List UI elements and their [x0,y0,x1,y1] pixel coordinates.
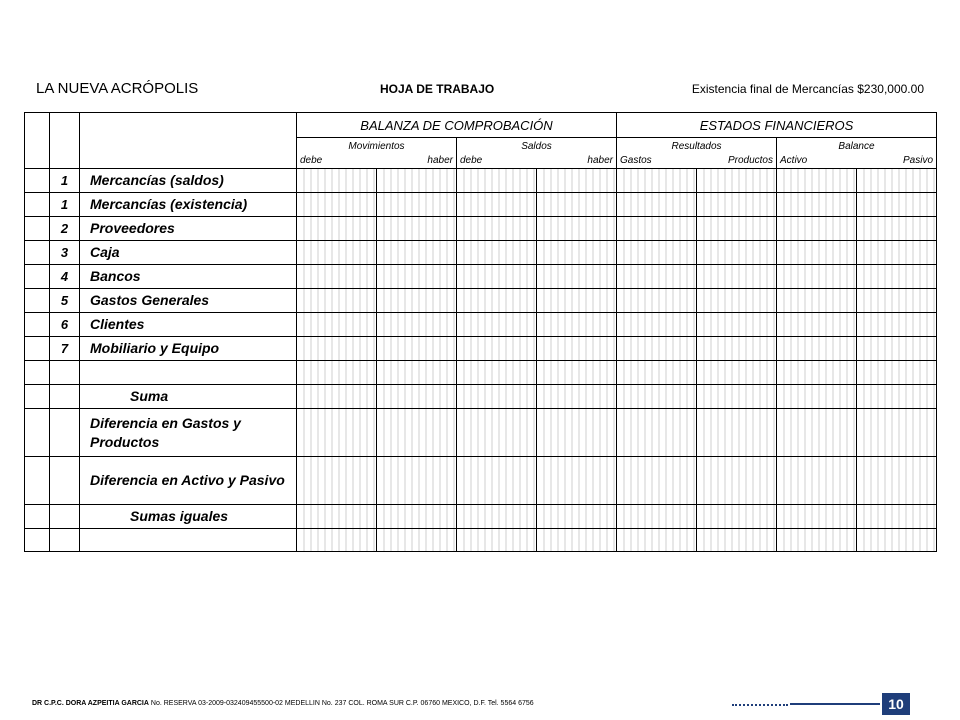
subheader-left: Activo [780,155,808,166]
table-row [25,385,937,409]
amount-cell[interactable] [377,169,457,193]
subheader-right: Productos [727,155,773,166]
balanza-header: BALANZA DE COMPROBACIÓN [297,113,617,138]
row-margin-cell [25,409,50,457]
estados-header: ESTADOS FINANCIEROS [617,113,937,138]
amount-cell[interactable] [297,457,377,505]
account-number: 2 [50,217,80,241]
amount-cell[interactable] [857,169,937,193]
account-concept: Caja [80,241,297,265]
amount-cell[interactable] [537,385,617,409]
row-margin-cell [25,385,50,409]
table-row [25,361,937,385]
amount-cell[interactable] [777,289,857,313]
amount-cell[interactable] [777,241,857,265]
amount-cell[interactable] [697,241,777,265]
subheader-title: Movimientos [348,141,405,152]
account-concept: Mobiliario y Equipo [80,337,297,361]
subheader-right: Pasivo [902,155,933,166]
amount-cell[interactable] [297,505,377,529]
amount-cell[interactable] [697,313,777,337]
amount-cell[interactable] [457,337,537,361]
account-number: 6 [50,313,80,337]
table-row [25,457,937,505]
amount-cell[interactable] [697,385,777,409]
amount-cell[interactable] [777,457,857,505]
worksheet-table [24,112,937,552]
amount-cell[interactable] [697,193,777,217]
amount-cell[interactable] [617,217,697,241]
subheader-title: Resultados [671,141,722,152]
account-number [50,505,80,529]
amount-cell[interactable] [457,409,537,457]
amount-cell[interactable] [457,193,537,217]
amount-cell[interactable] [697,457,777,505]
amount-cell[interactable] [697,217,777,241]
amount-cell[interactable] [297,217,377,241]
amount-cell[interactable] [297,241,377,265]
amount-cell[interactable] [537,457,617,505]
amount-cell[interactable] [697,529,777,552]
row-margin-cell [25,217,50,241]
amount-cell[interactable] [377,289,457,313]
account-concept: Bancos [80,265,297,289]
amount-cell[interactable] [457,361,537,385]
amount-cell[interactable] [297,193,377,217]
amount-cell[interactable] [617,337,697,361]
subheader-right: haber [427,155,453,166]
header-blank-a [25,113,50,169]
subheader-title: Balance [838,141,875,152]
account-number: 5 [50,289,80,313]
amount-cell[interactable] [777,409,857,457]
account-number: 1 [50,193,80,217]
amount-cell[interactable] [297,409,377,457]
amount-cell[interactable] [377,409,457,457]
subheader-right: haber [587,155,613,166]
subheader-left: Gastos [620,155,652,166]
amount-cell[interactable] [857,385,937,409]
amount-cell[interactable] [297,289,377,313]
amount-cell[interactable] [297,529,377,552]
amount-cell[interactable] [777,529,857,552]
amount-cell[interactable] [697,409,777,457]
account-number [50,529,80,552]
amount-cell[interactable] [697,361,777,385]
subheader-3 [777,138,937,169]
amount-cell[interactable] [537,361,617,385]
row-margin-cell [25,505,50,529]
amount-cell[interactable] [857,265,937,289]
inventory-note: Existencia final de Mercancías $230,000.00 [691,82,924,96]
header-row-groups [25,113,937,138]
account-concept: Sumas iguales [80,505,297,529]
amount-cell[interactable] [537,337,617,361]
amount-cell[interactable] [617,409,697,457]
amount-cell[interactable] [777,265,857,289]
footer-text [32,700,534,707]
amount-cell[interactable] [537,265,617,289]
row-margin-cell [25,337,50,361]
amount-cell[interactable] [377,193,457,217]
amount-cell[interactable] [297,361,377,385]
subheader-2 [617,138,777,169]
amount-cell[interactable] [297,337,377,361]
amount-cell[interactable] [697,505,777,529]
table-row [25,289,937,313]
subheader-title: Saldos [521,141,552,152]
account-concept: Clientes [80,313,297,337]
amount-cell[interactable] [377,385,457,409]
account-number [50,361,80,385]
account-concept [80,529,297,552]
amount-cell[interactable] [297,313,377,337]
amount-cell[interactable] [617,289,697,313]
amount-cell[interactable] [377,505,457,529]
amount-cell[interactable] [297,265,377,289]
amount-cell[interactable] [457,169,537,193]
row-margin-cell [25,289,50,313]
account-number [50,409,80,457]
amount-cell[interactable] [697,265,777,289]
footer-author: DR C.P.C. DORA AZPEITIA GARCIA [32,700,149,707]
subheader-0 [297,138,457,169]
table-row [25,409,937,457]
amount-cell[interactable] [537,169,617,193]
row-margin-cell [25,241,50,265]
amount-cell[interactable] [777,217,857,241]
row-margin-cell [25,529,50,552]
account-number: 3 [50,241,80,265]
amount-cell[interactable] [377,265,457,289]
amount-cell[interactable] [537,289,617,313]
amount-cell[interactable] [297,169,377,193]
table-row [25,217,937,241]
amount-cell[interactable] [617,457,697,505]
account-concept: Mercancías (saldos) [80,169,297,193]
account-number: 7 [50,337,80,361]
account-concept: Gastos Generales [80,289,297,313]
amount-cell[interactable] [857,457,937,505]
amount-cell[interactable] [457,385,537,409]
amount-cell[interactable] [457,241,537,265]
document-title: HOJA DE TRABAJO [380,82,495,96]
footer-solid-line [790,703,880,705]
amount-cell[interactable] [617,193,697,217]
amount-cell[interactable] [377,457,457,505]
account-concept: Suma [80,385,297,409]
amount-cell[interactable] [857,409,937,457]
amount-cell[interactable] [457,529,537,552]
amount-cell[interactable] [857,217,937,241]
amount-cell[interactable] [857,505,937,529]
row-margin-cell [25,193,50,217]
amount-cell[interactable] [857,289,937,313]
amount-cell[interactable] [377,337,457,361]
table-row [25,241,937,265]
amount-cell[interactable] [537,529,617,552]
amount-cell[interactable] [537,313,617,337]
row-margin-cell [25,361,50,385]
amount-cell[interactable] [617,265,697,289]
account-concept: Diferencia en Activo y Pasivo [80,457,297,505]
amount-cell[interactable] [377,217,457,241]
amount-cell[interactable] [777,337,857,361]
amount-cell[interactable] [537,193,617,217]
amount-cell[interactable] [457,217,537,241]
amount-cell[interactable] [697,169,777,193]
amount-cell[interactable] [777,313,857,337]
table-row [25,193,937,217]
amount-cell[interactable] [777,169,857,193]
amount-cell[interactable] [777,193,857,217]
amount-cell[interactable] [617,241,697,265]
table-row [25,337,937,361]
amount-cell[interactable] [617,529,697,552]
row-margin-cell [25,265,50,289]
amount-cell[interactable] [777,361,857,385]
amount-cell[interactable] [537,217,617,241]
subheader-1 [457,138,617,169]
table-row [25,529,937,552]
amount-cell[interactable] [457,265,537,289]
footer-dotted-line [732,704,788,706]
amount-cell[interactable] [857,193,937,217]
amount-cell[interactable] [857,529,937,552]
row-margin-cell [25,169,50,193]
table-row [25,313,937,337]
account-number [50,385,80,409]
amount-cell[interactable] [697,289,777,313]
subheader-left: debe [300,155,323,166]
account-number: 1 [50,169,80,193]
account-concept: Proveedores [80,217,297,241]
company-name: LA NUEVA ACRÓPOLIS [36,80,199,97]
account-number [50,457,80,505]
amount-cell[interactable] [377,529,457,552]
amount-cell[interactable] [457,457,537,505]
account-number: 4 [50,265,80,289]
page-number-badge: 10 [882,693,910,715]
amount-cell[interactable] [297,385,377,409]
amount-cell[interactable] [537,409,617,457]
row-margin-cell [25,457,50,505]
amount-cell[interactable] [457,505,537,529]
amount-cell[interactable] [617,169,697,193]
amount-cell[interactable] [617,313,697,337]
header-blank-b [50,113,80,169]
amount-cell[interactable] [857,337,937,361]
amount-cell[interactable] [617,361,697,385]
amount-cell[interactable] [377,313,457,337]
table-row [25,265,937,289]
header-blank-c [80,113,297,169]
account-concept: Diferencia en Gastos y Productos [80,409,297,457]
table-row [25,169,937,193]
amount-cell[interactable] [697,337,777,361]
amount-cell[interactable] [777,505,857,529]
amount-cell[interactable] [777,385,857,409]
account-concept: Mercancías (existencia) [80,193,297,217]
amount-cell[interactable] [457,289,537,313]
amount-cell[interactable] [857,361,937,385]
amount-cell[interactable] [857,241,937,265]
amount-cell[interactable] [457,313,537,337]
row-margin-cell [25,313,50,337]
amount-cell[interactable] [377,361,457,385]
account-concept [80,361,297,385]
amount-cell[interactable] [617,505,697,529]
amount-cell[interactable] [537,241,617,265]
amount-cell[interactable] [617,385,697,409]
footer-details: No. RESERVA 03-2009-032409455500-02 MEDELLIN No. 237 COL. ROMA SUR C.P. 06760 MEXICO, D.F. Tel. 5564 6756 [150,700,534,707]
subheader-left: debe [460,155,483,166]
amount-cell[interactable] [377,241,457,265]
amount-cell[interactable] [537,505,617,529]
table-row [25,505,937,529]
amount-cell[interactable] [857,313,937,337]
